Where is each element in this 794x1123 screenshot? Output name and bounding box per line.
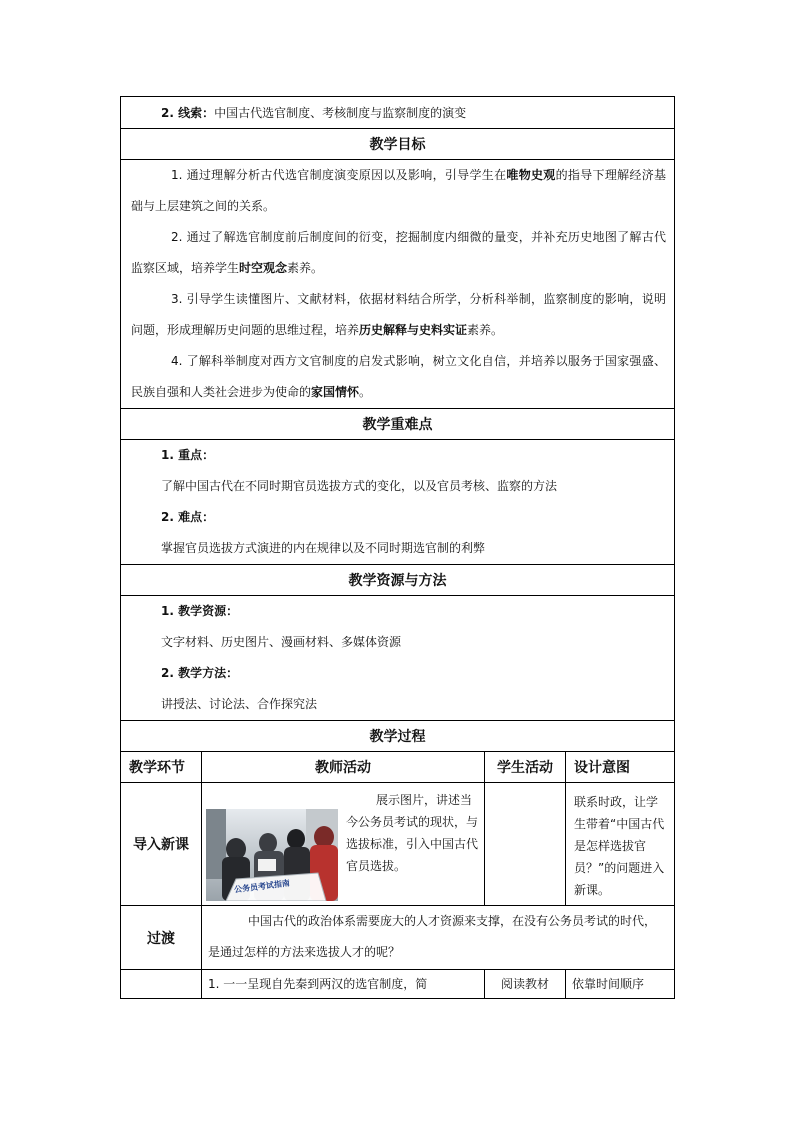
process-columns-row (121, 752, 675, 783)
objective-item: 4. 了解科举制度对西方文官制度的启发式影响，树立文化自信，并培养以服务于国家强盛、民族自强和人类社会进步为使命的家国情怀。 (131, 354, 667, 399)
process-row-intro (121, 783, 675, 906)
objective-item: 2. 通过了解选官制度前后制度间的衍变，挖掘制度内细微的量变，并补充历史地图了解古代监察区域，培养学生时空观念素养。 (131, 230, 667, 275)
column-header-student: 学生活动 (485, 752, 566, 783)
keypoints-header-row (121, 409, 675, 440)
key-point-text: 了解中国古代在不同时期官员选拔方式的变化，以及官员考核、监察的方法 (161, 479, 558, 493)
resources-text: 文字材料、历史图片、漫画材料、多媒体资源 (161, 635, 402, 649)
clue-text: 中国古代选官制度、考核制度与监察制度的演变 (214, 105, 467, 120)
design-intent-cell: 联系时政，让学生带着“中国古代是怎样选拔官员？”的问题进入新课。 (566, 783, 675, 906)
difficult-point-label: 2. 难点： (161, 510, 215, 524)
process-row-transition (121, 906, 675, 970)
difficult-point-text: 掌握官员选拔方式演进的内在规律以及不同时期选官制的利弊 (161, 541, 486, 555)
objectives-cell (121, 160, 675, 409)
column-header-intent: 设计意图 (566, 752, 675, 783)
next-teacher-text: 1. 一一呈现自先秦到两汉的选官制度，简 (202, 970, 485, 999)
resources-cell (121, 596, 675, 721)
key-point-label: 1. 重点： (161, 448, 215, 462)
transition-text: 中国古代的政治体系需要庞大的人才资源来支撑，在没有公务员考试的时代，是通过怎样的方法来选拔人才的呢？ (202, 906, 675, 970)
process-header: 教学过程 (121, 721, 675, 752)
transition-stage-cell: 过渡 (121, 906, 202, 970)
column-header-stage: 教学环节 (121, 752, 202, 783)
next-stage-cell (121, 970, 202, 999)
resources-header: 教学资源与方法 (121, 565, 675, 596)
methods-label: 2. 教学方法： (161, 666, 239, 680)
clue-label: 2. 线索： (161, 105, 215, 120)
keypoints-cell (121, 440, 675, 565)
student-activity-cell (485, 783, 566, 906)
lesson-plan-document (120, 96, 674, 999)
next-intent-text: 依靠时间顺序 (566, 970, 675, 999)
clue-cell (121, 97, 675, 129)
objectives-header: 教学目标 (121, 129, 675, 160)
keypoints-row (121, 440, 675, 565)
clue-row (121, 97, 675, 129)
process-row-next (121, 970, 675, 999)
teacher-activity-text: 展示图片，讲述当今公务员考试的现状，与选拔标准，引入中国古代官员选拔。 (346, 793, 479, 873)
column-header-teacher: 教师活动 (202, 752, 485, 783)
process-header-row (121, 721, 675, 752)
methods-text: 讲授法、讨论法、合作探究法 (161, 697, 318, 711)
next-student-text: 阅读教材 (485, 970, 566, 999)
lesson-plan-table (120, 96, 675, 999)
exam-crowd-photo (206, 809, 338, 901)
stage-cell: 导入新课 (121, 783, 202, 906)
resources-label: 1. 教学资源： (161, 604, 239, 618)
objective-item: 3. 引导学生读懂图片、文献材料，依据材料结合所学，分析科举制，监察制度的影响，说明问题，形成理解历史问题的思维过程，培养历史解释与史料实证素养。 (131, 292, 667, 337)
teacher-activity-cell (202, 783, 485, 906)
resources-row (121, 596, 675, 721)
resources-header-row (121, 565, 675, 596)
objectives-header-row (121, 129, 675, 160)
keypoints-header: 教学重难点 (121, 409, 675, 440)
objectives-row (121, 160, 675, 409)
objective-item: 1. 通过理解分析古代选官制度演变原因以及影响，引导学生在唯物史观的指导下理解经济基础与上层建筑之间的关系。 (131, 168, 667, 213)
photo-caption: 公务员考试指南 (233, 878, 291, 895)
